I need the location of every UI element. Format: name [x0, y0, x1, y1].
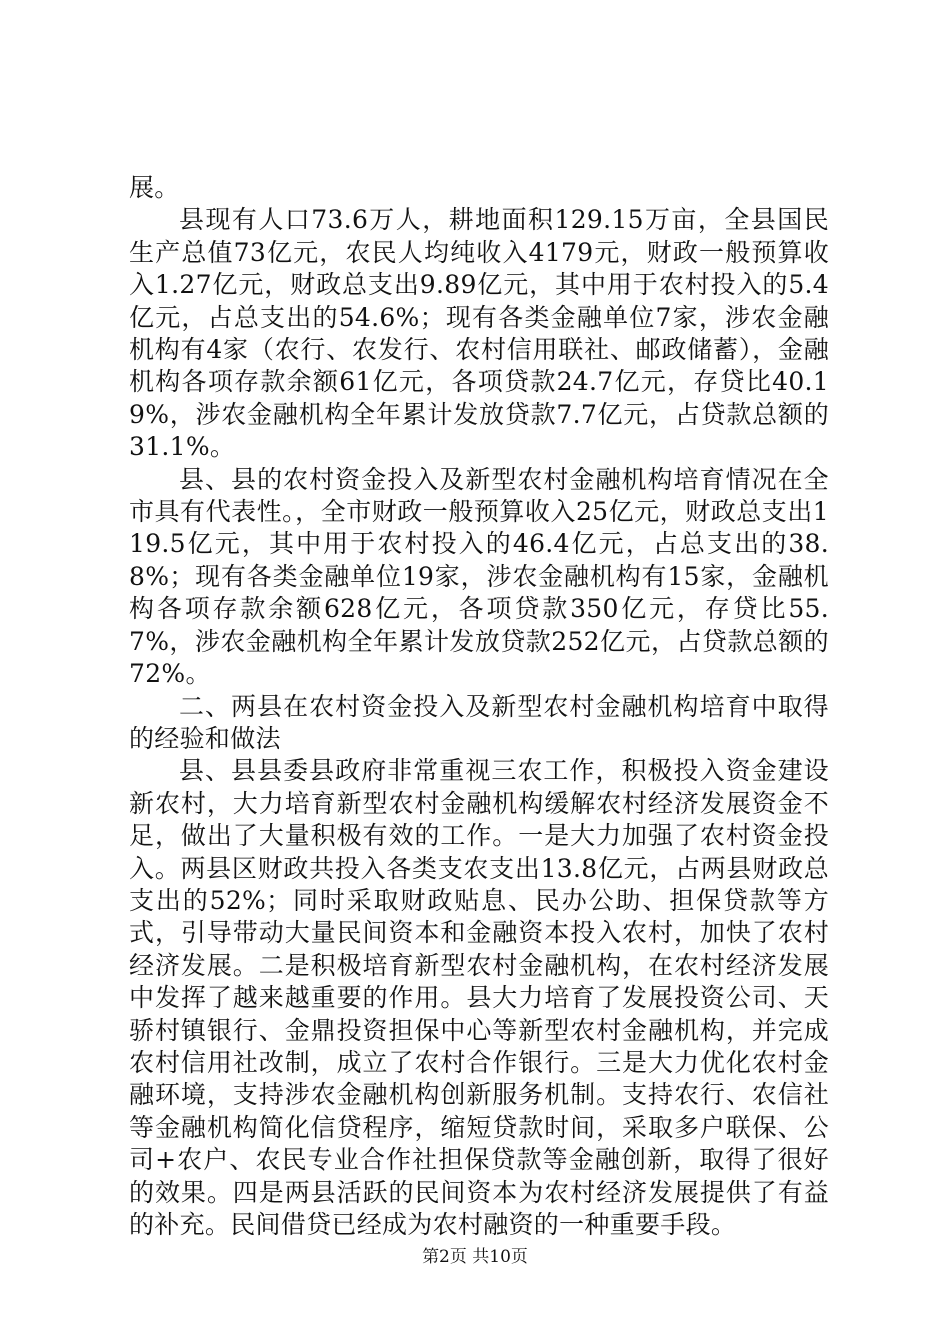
document-body: [129, 172, 829, 1241]
section-heading-experience: 二、两县在农村资金投入及新型农村金融机构培育中取得的经验和做法: [129, 691, 829, 753]
paragraph-experience-details: 县、县县委县政府非常重视三农工作，积极投入资金建设新农村，大力培育新型农村金融机构缓解农村经济发展资金不足，做出了大量积极有效的工作。一是大力加强了农村资金投入。两县区财政共投入各类支农支出13.8亿元，占两县财政总支出的52%；同时采取财政贴息、民办公助、担保贷款等方式，引导带动大量民间资本和金融资本投入农村，加快了农村经济发展。二是积极培育新型农村金融机构，在农村经济发展中发挥了越来越重要的作用。县大力培育了发展投资公司、天骄村镇银行、金鼎投资担保中心等新型农村金融机构，并完成农村信用社改制，成立了农村合作银行。三是大力优化农村金融环境，支持涉农金融机构创新服务机制。支持农行、农信社等金融机构简化信贷程序，缩短贷款时间，采取多户联保、公司+农户、农民专业合作社担保贷款等金融创新，取得了很好的效果。四是两县活跃的民间资本为农村经济发展提供了有益的补充。民间借贷已经成为农村融资的一种重要手段。: [129, 756, 829, 1239]
paragraph-continuation: 展。: [129, 173, 180, 202]
paragraph-county-statistics: 县现有人口73.6万人，耕地面积129.15万亩，全县国民生产总值73亿元，农民人均纯收入4179元，财政一般预算收入1.27亿元，财政总支出9.89亿元，其中用于农村投入的5.4亿元，占总支出的54.6%；现有各类金融单位7家，涉农金融机构有4家（农行、农发行、农村信用联社、邮政储蓄），金融机构各项存款余额61亿元，各项贷款24.7亿元，存贷比40.19%，涉农金融机构全年累计发放贷款7.7亿元，占贷款总额的31.1%。: [129, 205, 829, 462]
paragraph-city-statistics: 县、县的农村资金投入及新型农村金融机构培育情况在全市具有代表性。，全市财政一般预算收入25亿元，财政总支出119.5亿元，其中用于农村投入的46.4亿元，占总支出的38.8%；现有各类金融单位19家，涉农金融机构有15家，金融机构各项存款余额628亿元，各项贷款350亿元，存贷比55.7%，涉农金融机构全年累计发放贷款252亿元，占贷款总额的72%。: [129, 464, 829, 689]
page-number-footer: 第2页 共10页: [422, 1247, 528, 1267]
